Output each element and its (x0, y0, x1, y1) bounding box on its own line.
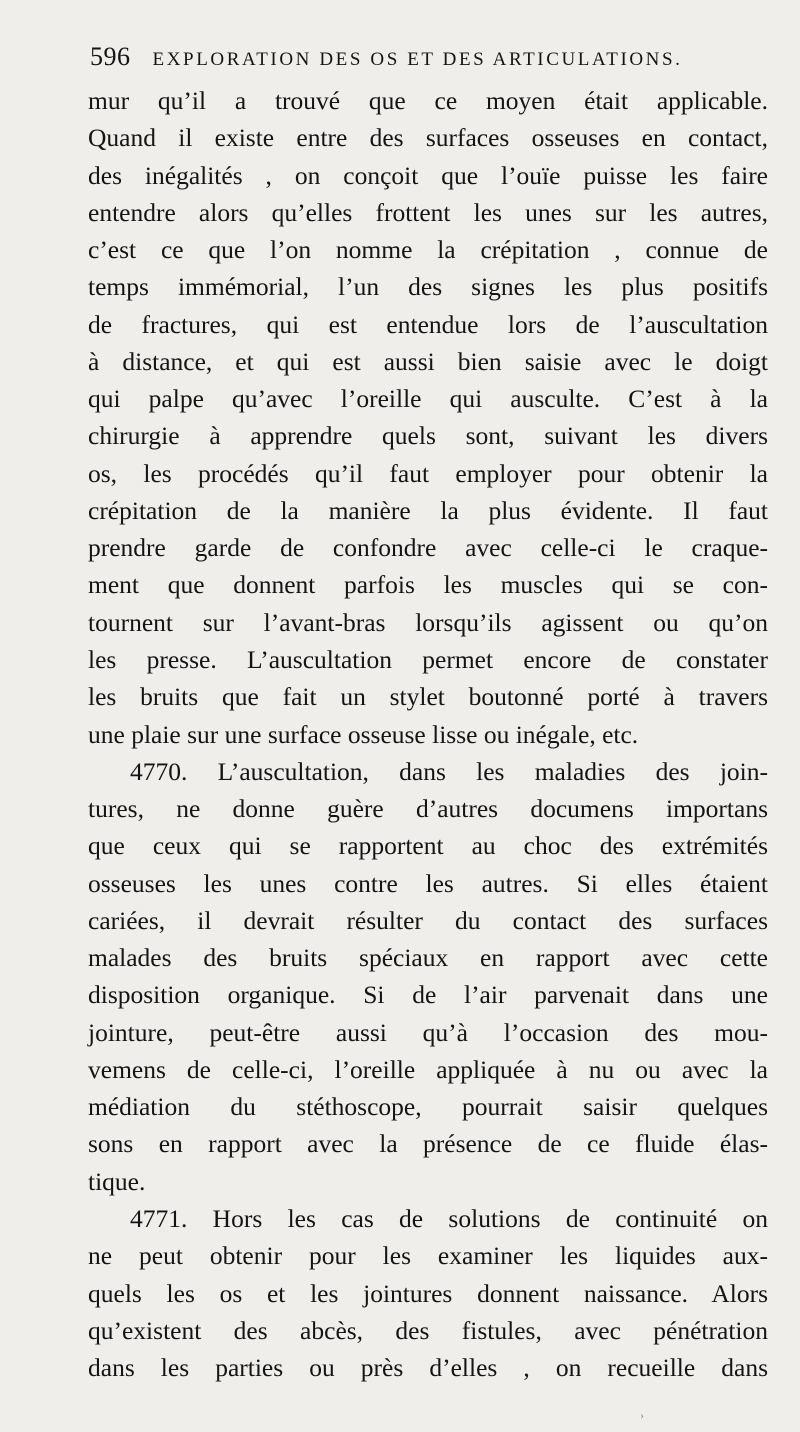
text-line: ment que donnent parfois les muscles qui se con- (88, 570, 768, 600)
text-line: Quand il existe entre des surfaces osseuses en contact, (88, 123, 768, 153)
text-line: c’est ce que l’on nomme la crépitation , connue de (88, 235, 768, 265)
text-line: disposition organique. Si de l’air parvenait dans une (88, 980, 768, 1010)
text-line: médiation du stéthoscope, pourrait saisir quelques (88, 1092, 768, 1122)
body-text (88, 82, 768, 1386)
text-line: que ceux qui se rapportent au choc des extrémités (88, 831, 768, 861)
running-title: EXPLORATION DES OS ET DES ARTICULATIONS. (152, 49, 683, 70)
paragraph-start-line: 4770. L’auscultation, dans les maladies des join- (130, 756, 768, 786)
paragraph-start-line: 4771. Hors les cas de solutions de continuité on (130, 1203, 768, 1233)
text-line: les bruits que fait un stylet boutonné porté à travers (88, 682, 768, 712)
text-line: des inégalités , on conçoit que l’ouïe puisse les faire (88, 160, 768, 190)
text-line: sons en rapport avec la présence de ce fluide élas- (88, 1129, 768, 1159)
text-line: entendre alors qu’elles frottent les unes sur les autres, (88, 197, 768, 227)
text-line: vemens de celle-ci, l’oreille appliquée à nu ou avec la (88, 1054, 768, 1084)
text-line: chirurgie à apprendre quels sont, suivant les divers (88, 421, 768, 451)
text-line: malades des bruits spéciaux en rapport avec cette (88, 943, 768, 973)
text-line: ne peut obtenir pour les examiner les liquides aux- (88, 1241, 768, 1271)
text-line: crépitation de la manière la plus évidente. Il faut (88, 495, 768, 525)
page-number: 596 (90, 42, 131, 71)
text-line: mur qu’il a trouvé que ce moyen était applicable. (88, 86, 768, 115)
text-line: dans les parties ou près d’elles , on recueille dans (88, 1353, 768, 1383)
text-line: cariées, il devrait résulter du contact des surfaces (88, 905, 768, 935)
text-line: les presse. L’auscultation permet encore de constater (88, 644, 768, 674)
text-line: de fractures, qui est entendue lors de l’auscultation (88, 309, 768, 339)
text-line: quels les os et les jointures donnent naissance. Alors (88, 1278, 768, 1308)
text-line: qui palpe qu’avec l’oreille qui ausculte. C’est à la (88, 384, 768, 414)
text-line: prendre garde de confondre avec celle-ci le craque- (88, 533, 768, 563)
paragraph-end-line: tique. (88, 1166, 146, 1196)
text-line: jointure, peut-être aussi qu’à l’occasion des mou- (88, 1017, 768, 1047)
text-line: temps immémorial, l’un des signes les plus positifs (88, 272, 768, 302)
text-line: à distance, et qui est aussi bien saisie avec le doigt (88, 346, 768, 376)
paragraph-end-line: une plaie sur une surface osseuse lisse ou inégale, etc. (88, 719, 639, 749)
text-line: tournent sur l’avant-bras lorsqu’ils agissent ou qu’on (88, 607, 768, 637)
text-line: osseuses les unes contre les autres. Si elles étaient (88, 868, 768, 898)
text-line: os, les procédés qu’il faut employer pour obtenir la (88, 458, 768, 488)
text-line: tures, ne donne guère d’autres documens importans (88, 794, 768, 824)
text-line: qu’existent des abcès, des fistules, avec pénétration (88, 1315, 768, 1345)
page-header (90, 42, 780, 82)
page-speck: › (640, 1408, 644, 1422)
